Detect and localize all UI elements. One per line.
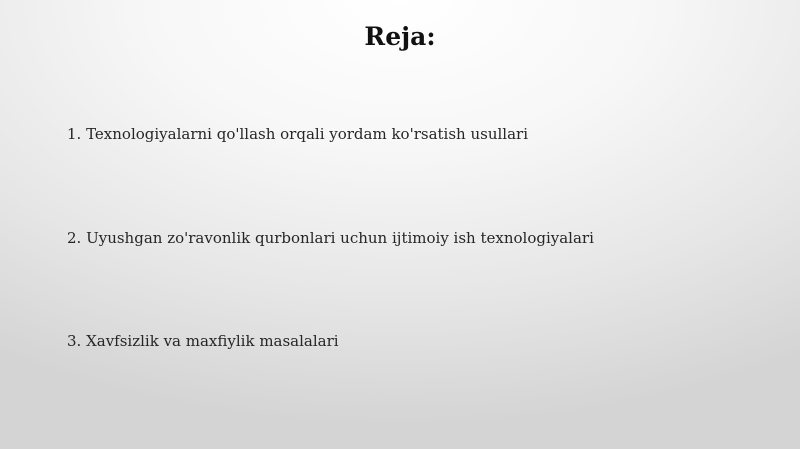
plan-item-2: 2. Uyushgan zo'ravonlik qurbonlari uchun ijtimoiy ish texnologiyalari [67,229,594,247]
plan-item-1: 1. Texnologiyalarni qo'llash orqali yordam ko'rsatish usullari [67,125,529,143]
slide-title: Reja: [364,22,436,51]
plan-item-3: 3. Xavfsizlik va maxfiylik masalalari [67,332,339,350]
